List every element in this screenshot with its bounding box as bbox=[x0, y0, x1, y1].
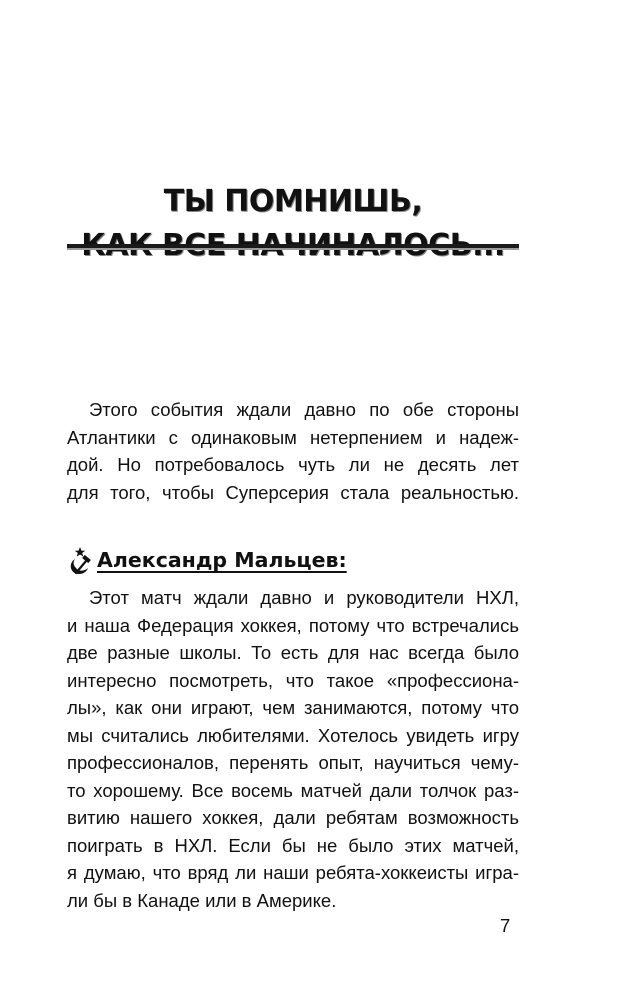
quote-line: поиграть в НХЛ. Если бы не было этих матчей, bbox=[67, 834, 519, 856]
hammer-sickle-star-icon bbox=[67, 546, 93, 576]
quote-line: ли бы в Канаде или в Америке. bbox=[67, 889, 337, 911]
intro-line: для того, чтобы Суперсерия стала реальностью. bbox=[67, 481, 519, 503]
quote-line: лы», как они играют, чем занимаются, потому что bbox=[67, 697, 519, 718]
quote-line: две разные школы. То есть для нас всегда было bbox=[67, 642, 519, 663]
quote-line: и наша Федерация хоккея, потому что встречались bbox=[67, 614, 519, 636]
quote-paragraph bbox=[67, 584, 519, 914]
quote-line: мы считались любителями. Хотелось увидеть игру bbox=[67, 724, 519, 746]
intro-line: Этого события ждали давно по обе стороны bbox=[89, 399, 519, 420]
intro-line: дой. Но потребовалось чуть ли не десять лет bbox=[67, 454, 519, 475]
title-underline-rule bbox=[67, 244, 519, 250]
quote-line: витию нашего хоккея, дали ребятам возможность bbox=[67, 807, 519, 828]
quote-line: профессионалов, перенять опыт, научиться чему- bbox=[67, 752, 519, 773]
quote-line: интересно посмотреть, что такое «профессиона- bbox=[67, 669, 519, 691]
intro-paragraph bbox=[67, 396, 519, 506]
chapter-title bbox=[0, 180, 586, 268]
quote-line: Этот матч ждали давно и руководители НХЛ, bbox=[89, 587, 519, 608]
quote-line: я думаю, что вряд ли наши ребята-хоккеисты игра- bbox=[67, 862, 519, 883]
chapter-title-line-1: ТЫ ПОМНИШЬ, bbox=[163, 184, 423, 220]
page-number: 7 bbox=[500, 915, 511, 936]
intro-line: Атлантики с одинаковым нетерпением и надеж- bbox=[67, 426, 519, 448]
speaker-heading bbox=[67, 540, 519, 580]
quote-line: то хорошему. Все восемь матчей дали толчок раз- bbox=[67, 779, 519, 801]
speaker-name: Александр Мальцев: bbox=[97, 548, 347, 572]
